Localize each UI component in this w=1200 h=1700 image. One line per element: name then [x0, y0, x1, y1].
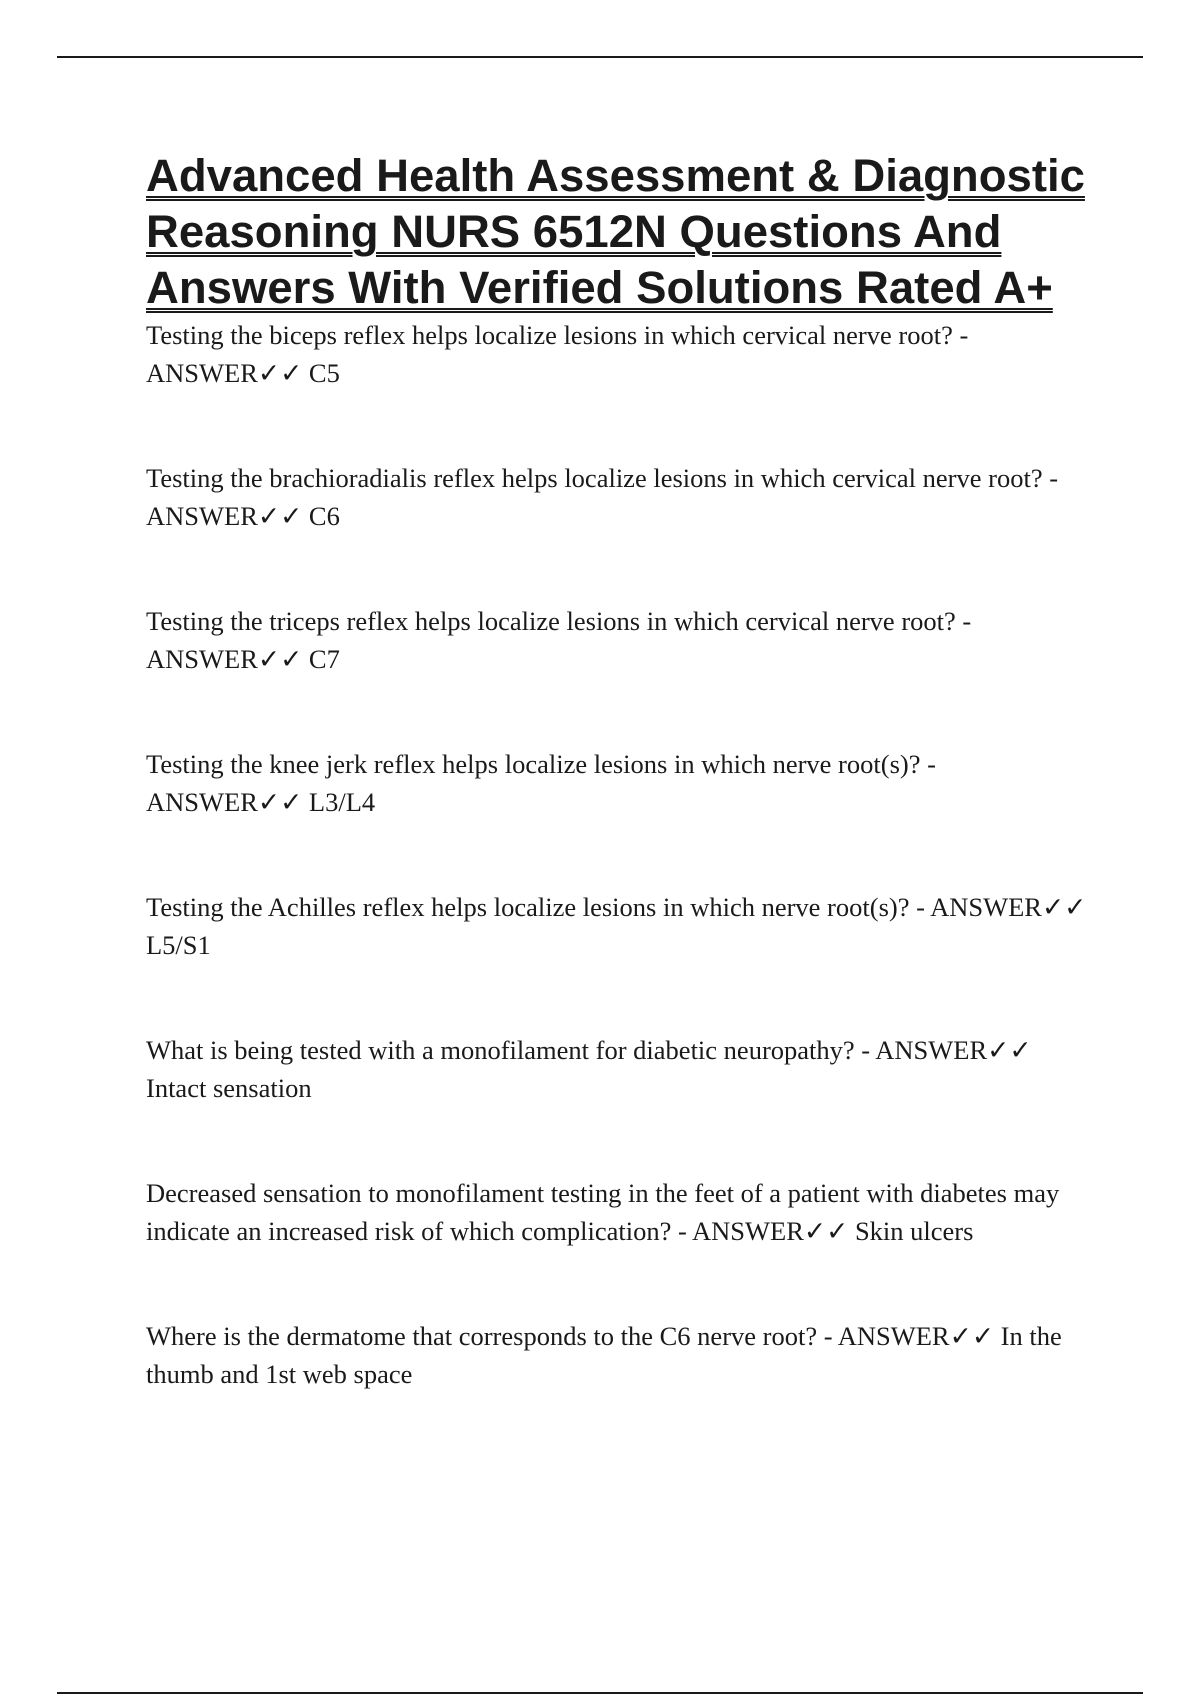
qa-answer-marker: - ANSWER✓✓	[671, 1216, 855, 1246]
qa-question: Decreased sensation to monofilament testing in the feet of a patient with diabetes may indicate an increased risk of which complication?	[146, 1178, 1060, 1246]
qa-item	[146, 1031, 1096, 1107]
qa-question: Testing the triceps reflex helps localize lesions in which cervical nerve root?	[146, 606, 956, 636]
qa-answer-marker: - ANSWER✓✓	[146, 749, 936, 817]
qa-item	[146, 316, 1096, 392]
qa-answer-marker: - ANSWER✓✓	[854, 1035, 1032, 1065]
qa-answer-marker: - ANSWER✓✓	[146, 606, 972, 674]
qa-list	[146, 316, 1096, 1393]
qa-answer: L5/S1	[146, 930, 211, 960]
qa-question: Testing the knee jerk reflex helps localize lesions in which nerve root(s)?	[146, 749, 921, 779]
footer-rule	[57, 1692, 1143, 1694]
qa-answer: C7	[308, 644, 340, 674]
qa-answer: Intact sensation	[146, 1073, 312, 1103]
qa-answer: C6	[308, 501, 340, 531]
qa-answer: Skin ulcers	[854, 1216, 974, 1246]
qa-answer-marker: - ANSWER✓✓	[817, 1321, 1001, 1351]
qa-answer: L3/L4	[308, 787, 376, 817]
qa-item	[146, 459, 1096, 535]
qa-question: What is being tested with a monofilament for diabetic neuropathy?	[146, 1035, 855, 1065]
qa-item	[146, 602, 1096, 678]
qa-question: Testing the biceps reflex helps localize lesions in which cervical nerve root?	[146, 320, 953, 350]
qa-item	[146, 1317, 1096, 1393]
qa-item	[146, 1174, 1096, 1250]
qa-question: Testing the brachioradialis reflex helps localize lesions in which cervical nerve root?	[146, 463, 1043, 493]
document-body	[146, 148, 1096, 1460]
qa-answer-marker: - ANSWER✓✓	[146, 463, 1059, 531]
qa-answer-marker: - ANSWER✓✓	[146, 320, 969, 388]
qa-answer: C5	[308, 358, 340, 388]
qa-answer-marker: - ANSWER✓✓	[909, 892, 1087, 922]
qa-answer: In the thumb and 1st web space	[146, 1321, 1062, 1389]
qa-item	[146, 888, 1096, 964]
header-rule	[57, 56, 1143, 58]
document-title: Advanced Health Assessment & Diagnostic Reasoning NURS 6512N Questions And Answers With Verified Solutions Rated A+	[146, 150, 1085, 313]
qa-question: Where is the dermatome that corresponds to the C6 nerve root?	[146, 1321, 818, 1351]
qa-item	[146, 745, 1096, 821]
qa-question: Testing the Achilles reflex helps localize lesions in which nerve root(s)?	[146, 892, 910, 922]
